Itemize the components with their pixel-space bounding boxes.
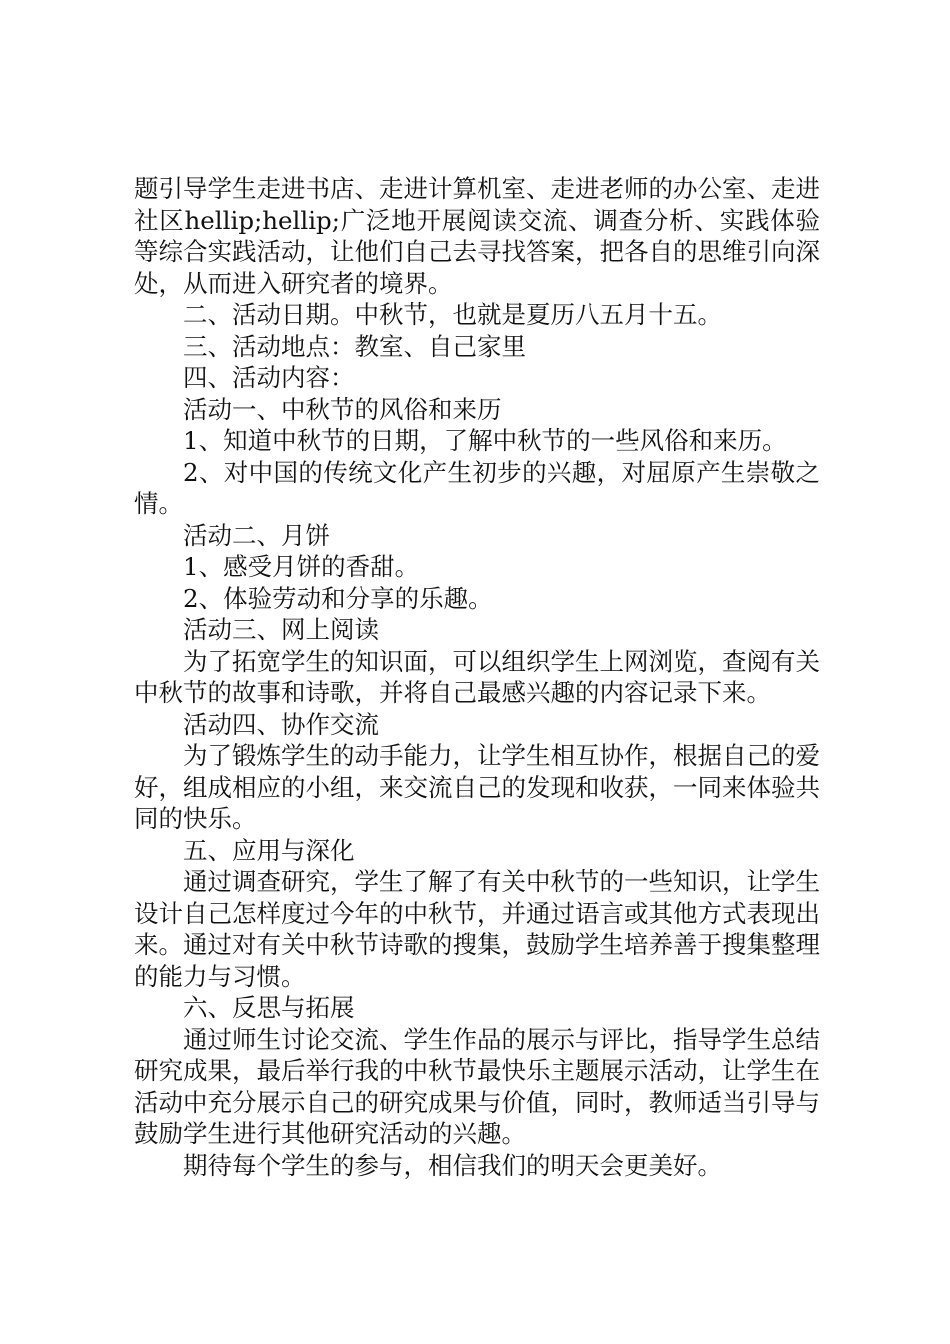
paragraph-0: 题引导学生走进书店、走进计算机室、走进老师的办公室、走进社区hellip;hellip;广泛地开展阅读交流、调查分析、实践体验等综合实践活动，让他们自己去寻找答案，把各自的思维引向深处，从而进入研究者的境界。 [134,174,820,298]
paragraph-5: 1、知道中秋节的日期，了解中秋节的一些风俗和来历。 [183,426,787,455]
paragraph-17: 通过师生讨论交流、学生作品的展示与评比，指导学生总结研究成果，最后举行我的中秋节最快乐主题展示活动，让学生在活动中充分展示自己的研究成果与价值，同时，教师适当引导与鼓励学生进行其他研究活动的兴趣。 [134,1024,820,1148]
paragraph-16: 六、反思与拓展 [183,993,355,1022]
paragraph-12: 活动四、协作交流 [183,709,379,739]
paragraph-10: 活动三、网上阅读 [183,615,379,644]
paragraph-15: 通过调查研究，学生了解了有关中秋节的一些知识，让学生设计自己怎样度过今年的中秋节，并通过语言或其他方式表现出来。通过对有关中秋节诗歌的搜集，鼓励学生培养善于搜集整理的能力与习惯。 [134,867,820,991]
paragraph-1: 二、活动日期。中秋节，也就是夏历八五月十五。 [183,300,722,329]
paragraph-13: 为了锻炼学生的动手能力，让学生相互协作，根据自己的爱好，组成相应的小组，来交流自己的发现和收获，一同来体验共同的快乐。 [134,741,820,833]
paragraph-18: 期待每个学生的参与，相信我们的明天会更美好。 [183,1150,722,1180]
paragraph-9: 2、体验劳动和分享的乐趣。 [183,583,493,613]
paragraph-6: 2、对中国的传统文化产生初步的兴趣，对屈原产生崇敬之情。 [134,457,820,518]
paragraph-8: 1、感受月饼的香甜。 [183,552,420,581]
paragraph-2: 三、活动地点：教室、自己家里 [183,331,526,361]
paragraph-11: 为了拓宽学生的知识面，可以组织学生上网浏览，查阅有关中秋节的故事和诗歌，并将自己最感兴趣的内容记录下来。 [134,646,820,707]
paragraph-14: 五、应用与深化 [183,835,355,865]
paragraph-7: 活动二、月饼 [183,520,330,550]
paragraph-3: 四、活动内容： [183,363,355,392]
document-body [134,173,820,1181]
paragraph-4: 活动一、中秋节的风俗和来历 [183,394,502,424]
